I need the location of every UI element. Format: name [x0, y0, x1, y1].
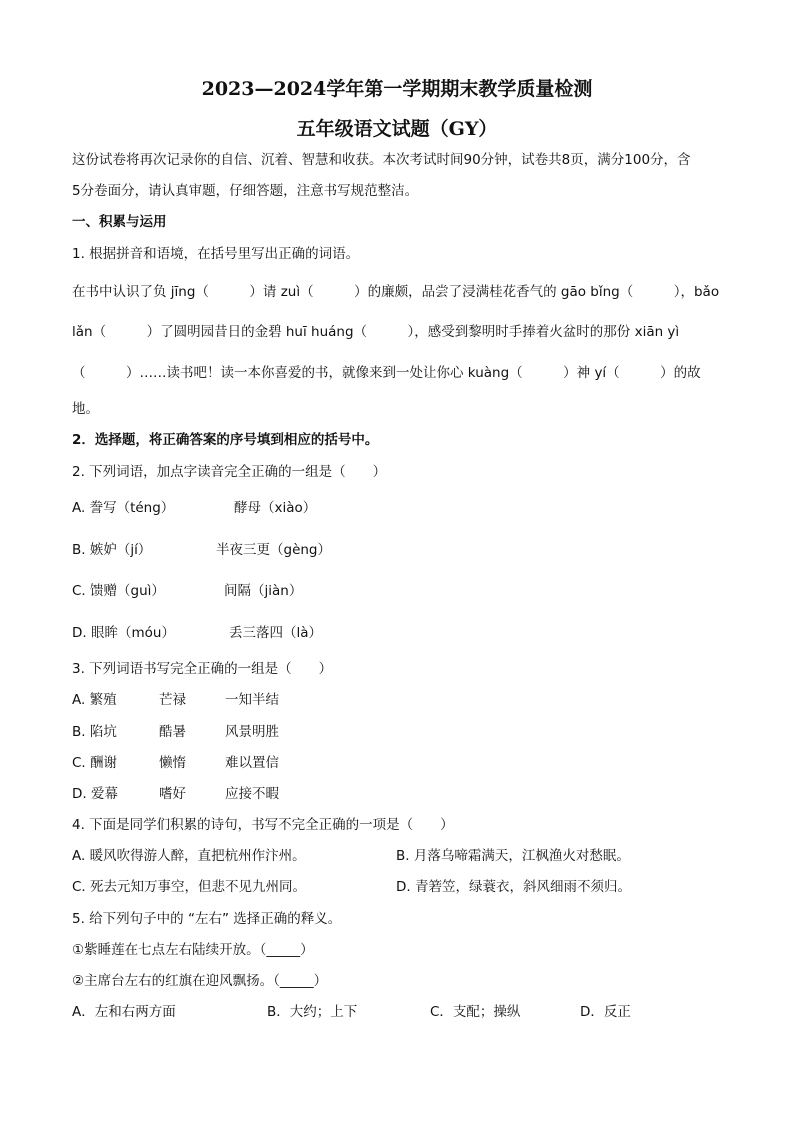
q3-option-b: B. 陷坑 — [72, 724, 117, 740]
q5-option-c: C．支配；操纵 — [430, 1004, 521, 1020]
q2-option-b: B. 嫉妒（jí） — [72, 542, 152, 558]
q3-option-c-word3: 难以置信 — [225, 755, 279, 771]
q2-option-c-word2: 间隔（jiàn） — [224, 583, 303, 599]
q3-option-b-word3: 风景明胜 — [225, 724, 279, 740]
q3-option-d: D. 爱幕 — [72, 786, 118, 802]
q5-option-d: D．反正 — [580, 1004, 631, 1020]
q3-option-c-word2: 懒惰 — [159, 755, 186, 771]
q4-option-c: C. 死去元知万事空，但悲不见九州同。 — [72, 879, 307, 895]
q3-option-a: A. 繁殖 — [72, 692, 117, 708]
q4-option-d: D. 青箬笠，绿蓑衣，斜风细雨不须归。 — [396, 879, 631, 895]
q2-option-b-word2: 半夜三更（gèng） — [216, 542, 332, 558]
q5-option-b: B．大约；上下 — [267, 1004, 358, 1020]
q1-line-2: lǎn（ ）了圆明园昔日的金碧 huī huáng（ ），感受到黎明时手捧着火盆时的那份 xiān yì — [72, 324, 680, 340]
q2-stem: 2. 下列词语，加点字读音完全正确的一组是（ ） — [72, 464, 387, 480]
exam-subtitle: 五年级语文试题（GY） — [296, 118, 498, 140]
q2-option-d: D. 眼眸（móu） — [72, 625, 175, 641]
intro-line-1: 这份试卷将再次记录你的自信、沉着、智慧和收获。本次考试时间90分钟，试卷共8页，满分100分，含 — [72, 152, 691, 168]
q1-line-4: 地。 — [72, 401, 99, 417]
exam-title: 2023—2024学年第一学期期末教学质量检测 — [201, 78, 593, 100]
q1-line-1: 在书中认识了负 jīng（ ）请 zuì（ ）的廉颇，品尝了浸满桂花香气的 gāo bǐng（ ），bǎo — [72, 284, 720, 300]
q1-line-3: （ ）……读书吧！读一本你喜爱的书，就像来到一处让你心 kuàng（ ）神 yí（ ）的故 — [72, 365, 701, 381]
q1-stem: 1. 根据拼音和语境，在括号里写出正确的词语。 — [72, 246, 360, 262]
q2-option-a-word2: 酵母（xiào） — [234, 500, 317, 516]
q5-stem: 5. 给下列句子中的 “左右” 选择正确的释义。 — [72, 911, 342, 927]
q4-stem: 4. 下面是同学们积累的诗句，书写不完全正确的一项是（ ） — [72, 817, 454, 833]
q3-option-b-word2: 酷暑 — [159, 724, 186, 740]
section-heading-1: 一、积累与运用 — [72, 214, 167, 230]
section-heading-2: 2．选择题，将正确答案的序号填到相应的括号中。 — [72, 432, 379, 448]
q4-option-a: A. 暖风吹得游人醉，直把杭州作汴州。 — [72, 848, 306, 864]
q3-option-d-word2: 嗜好 — [159, 786, 186, 802]
q2-option-a: A. 誊写（téng） — [72, 500, 175, 516]
q3-option-a-word3: 一知半结 — [225, 692, 279, 708]
q5-option-a: A．左和右两方面 — [72, 1004, 176, 1020]
q3-stem: 3. 下列词语书写完全正确的一组是（ ） — [72, 661, 333, 677]
q3-option-a-word2: 芒禄 — [159, 692, 186, 708]
q5-sentence-1: ①紫睡莲在七点左右陆续开放。（_____） — [72, 942, 314, 958]
q4-option-b: B. 月落乌啼霜满天，江枫渔火对愁眠。 — [396, 848, 630, 864]
q3-option-c: C. 酬谢 — [72, 755, 118, 771]
q2-option-d-word2: 丢三落四（là） — [229, 625, 323, 641]
intro-line-2: 5分卷面分，请认真审题，仔细答题，注意书写规范整洁。 — [72, 183, 419, 199]
q2-option-c: C. 馈赠（guì） — [72, 583, 165, 599]
q3-option-d-word3: 应接不暇 — [225, 786, 279, 802]
q5-sentence-2: ②主席台左右的红旗在迎风飘扬。（_____） — [72, 973, 328, 989]
